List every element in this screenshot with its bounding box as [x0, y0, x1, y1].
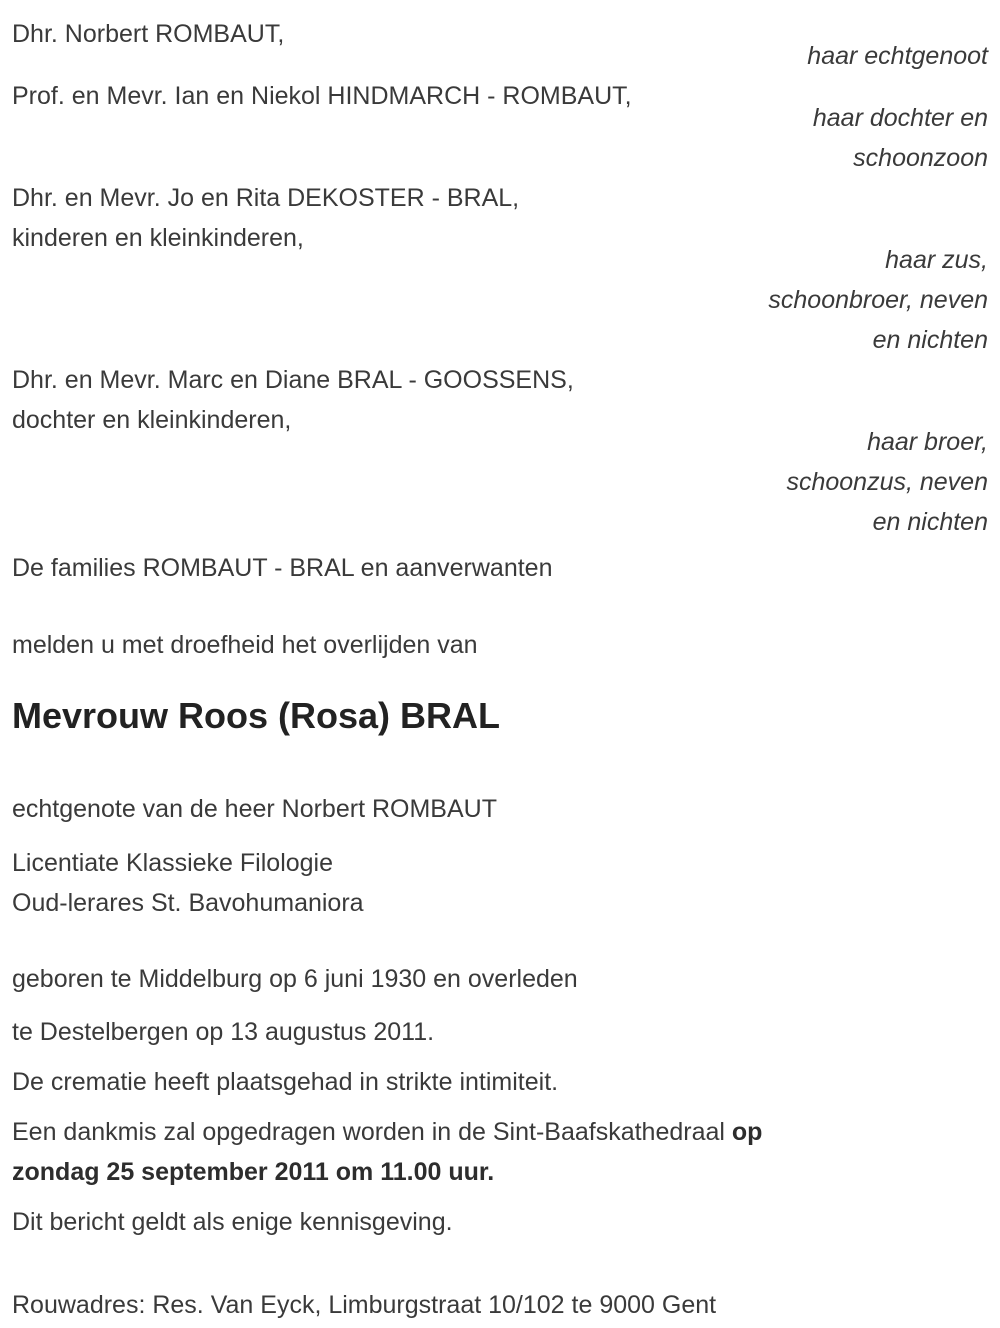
mass-line-2: zondag 25 september 2011 om 11.00 uur.: [12, 1158, 495, 1186]
relation-label-line: en nichten: [872, 326, 988, 354]
relation-label-line: haar zus,: [885, 246, 988, 274]
relation-label-line: schoonzus, neven: [786, 468, 988, 496]
notice-line: Dit bericht geldt als enige kennisgeving.: [12, 1208, 453, 1236]
relation-label: [12, 422, 988, 542]
relative-name-line: Dhr. en Mevr. Marc en Diane BRAL - GOOSSENS,: [12, 366, 574, 394]
mass-announcement: [12, 1112, 988, 1192]
relation-label-line: schoonzoon: [853, 144, 988, 172]
cremation-line: De crematie heeft plaatsgehad in strikte intimiteit.: [12, 1068, 559, 1096]
intro-line: melden u met droefheid het overlijden van: [12, 631, 478, 659]
mass-line-1-bold: op: [731, 1118, 763, 1146]
relative-group-husband: [12, 14, 988, 76]
relative-name-line: Dhr. en Mevr. Jo en Rita DEKOSTER - BRAL,: [12, 184, 520, 212]
relation-label-line: en nichten: [872, 508, 988, 536]
relation-label-line: haar echtgenoot: [807, 42, 988, 70]
relative-name-line: dochter en kleinkinderen,: [12, 406, 292, 434]
deceased-titles: [12, 843, 988, 923]
deceased-name: Mevrouw Roos (Rosa) BRAL: [12, 695, 501, 736]
birth-death-line: te Destelbergen op 13 augustus 2011.: [12, 1018, 435, 1046]
families-line: De families ROMBAUT - BRAL en aanverwanten: [12, 554, 553, 582]
relative-name-line: Prof. en Mevr. Ian en Niekol HINDMARCH - ROMBAUT,: [12, 82, 632, 110]
relation-label: [12, 240, 988, 360]
mourning-address: Rouwadres: Res. Van Eyck, Limburgstraat 10/102 te 9000 Gent: [12, 1291, 717, 1319]
relative-name-line: Dhr. Norbert ROMBAUT,: [12, 20, 285, 48]
birth-death-line: geboren te Middelburg op 6 juni 1930 en overleden: [12, 965, 578, 993]
title-line: Licentiate Klassieke Filologie: [12, 849, 334, 877]
relative-name-line: kinderen en kleinkinderen,: [12, 224, 304, 252]
spouse-line: echtgenote van de heer Norbert ROMBAUT: [12, 795, 497, 823]
relation-label-line: haar dochter en: [812, 104, 988, 132]
relative-group-daughter: [12, 76, 988, 178]
relative-group-brother: [12, 360, 988, 542]
mass-line-1-normal: Een dankmis zal opgedragen worden in de Sint-Baafskathedraal: [12, 1118, 725, 1146]
relation-label-line: haar broer,: [867, 428, 988, 456]
mass-line-1: [12, 1112, 988, 1152]
relation-label-line: schoonbroer, neven: [768, 286, 988, 314]
relative-group-sister: [12, 178, 988, 360]
title-line: Oud-lerares St. Bavohumaniora: [12, 889, 364, 917]
